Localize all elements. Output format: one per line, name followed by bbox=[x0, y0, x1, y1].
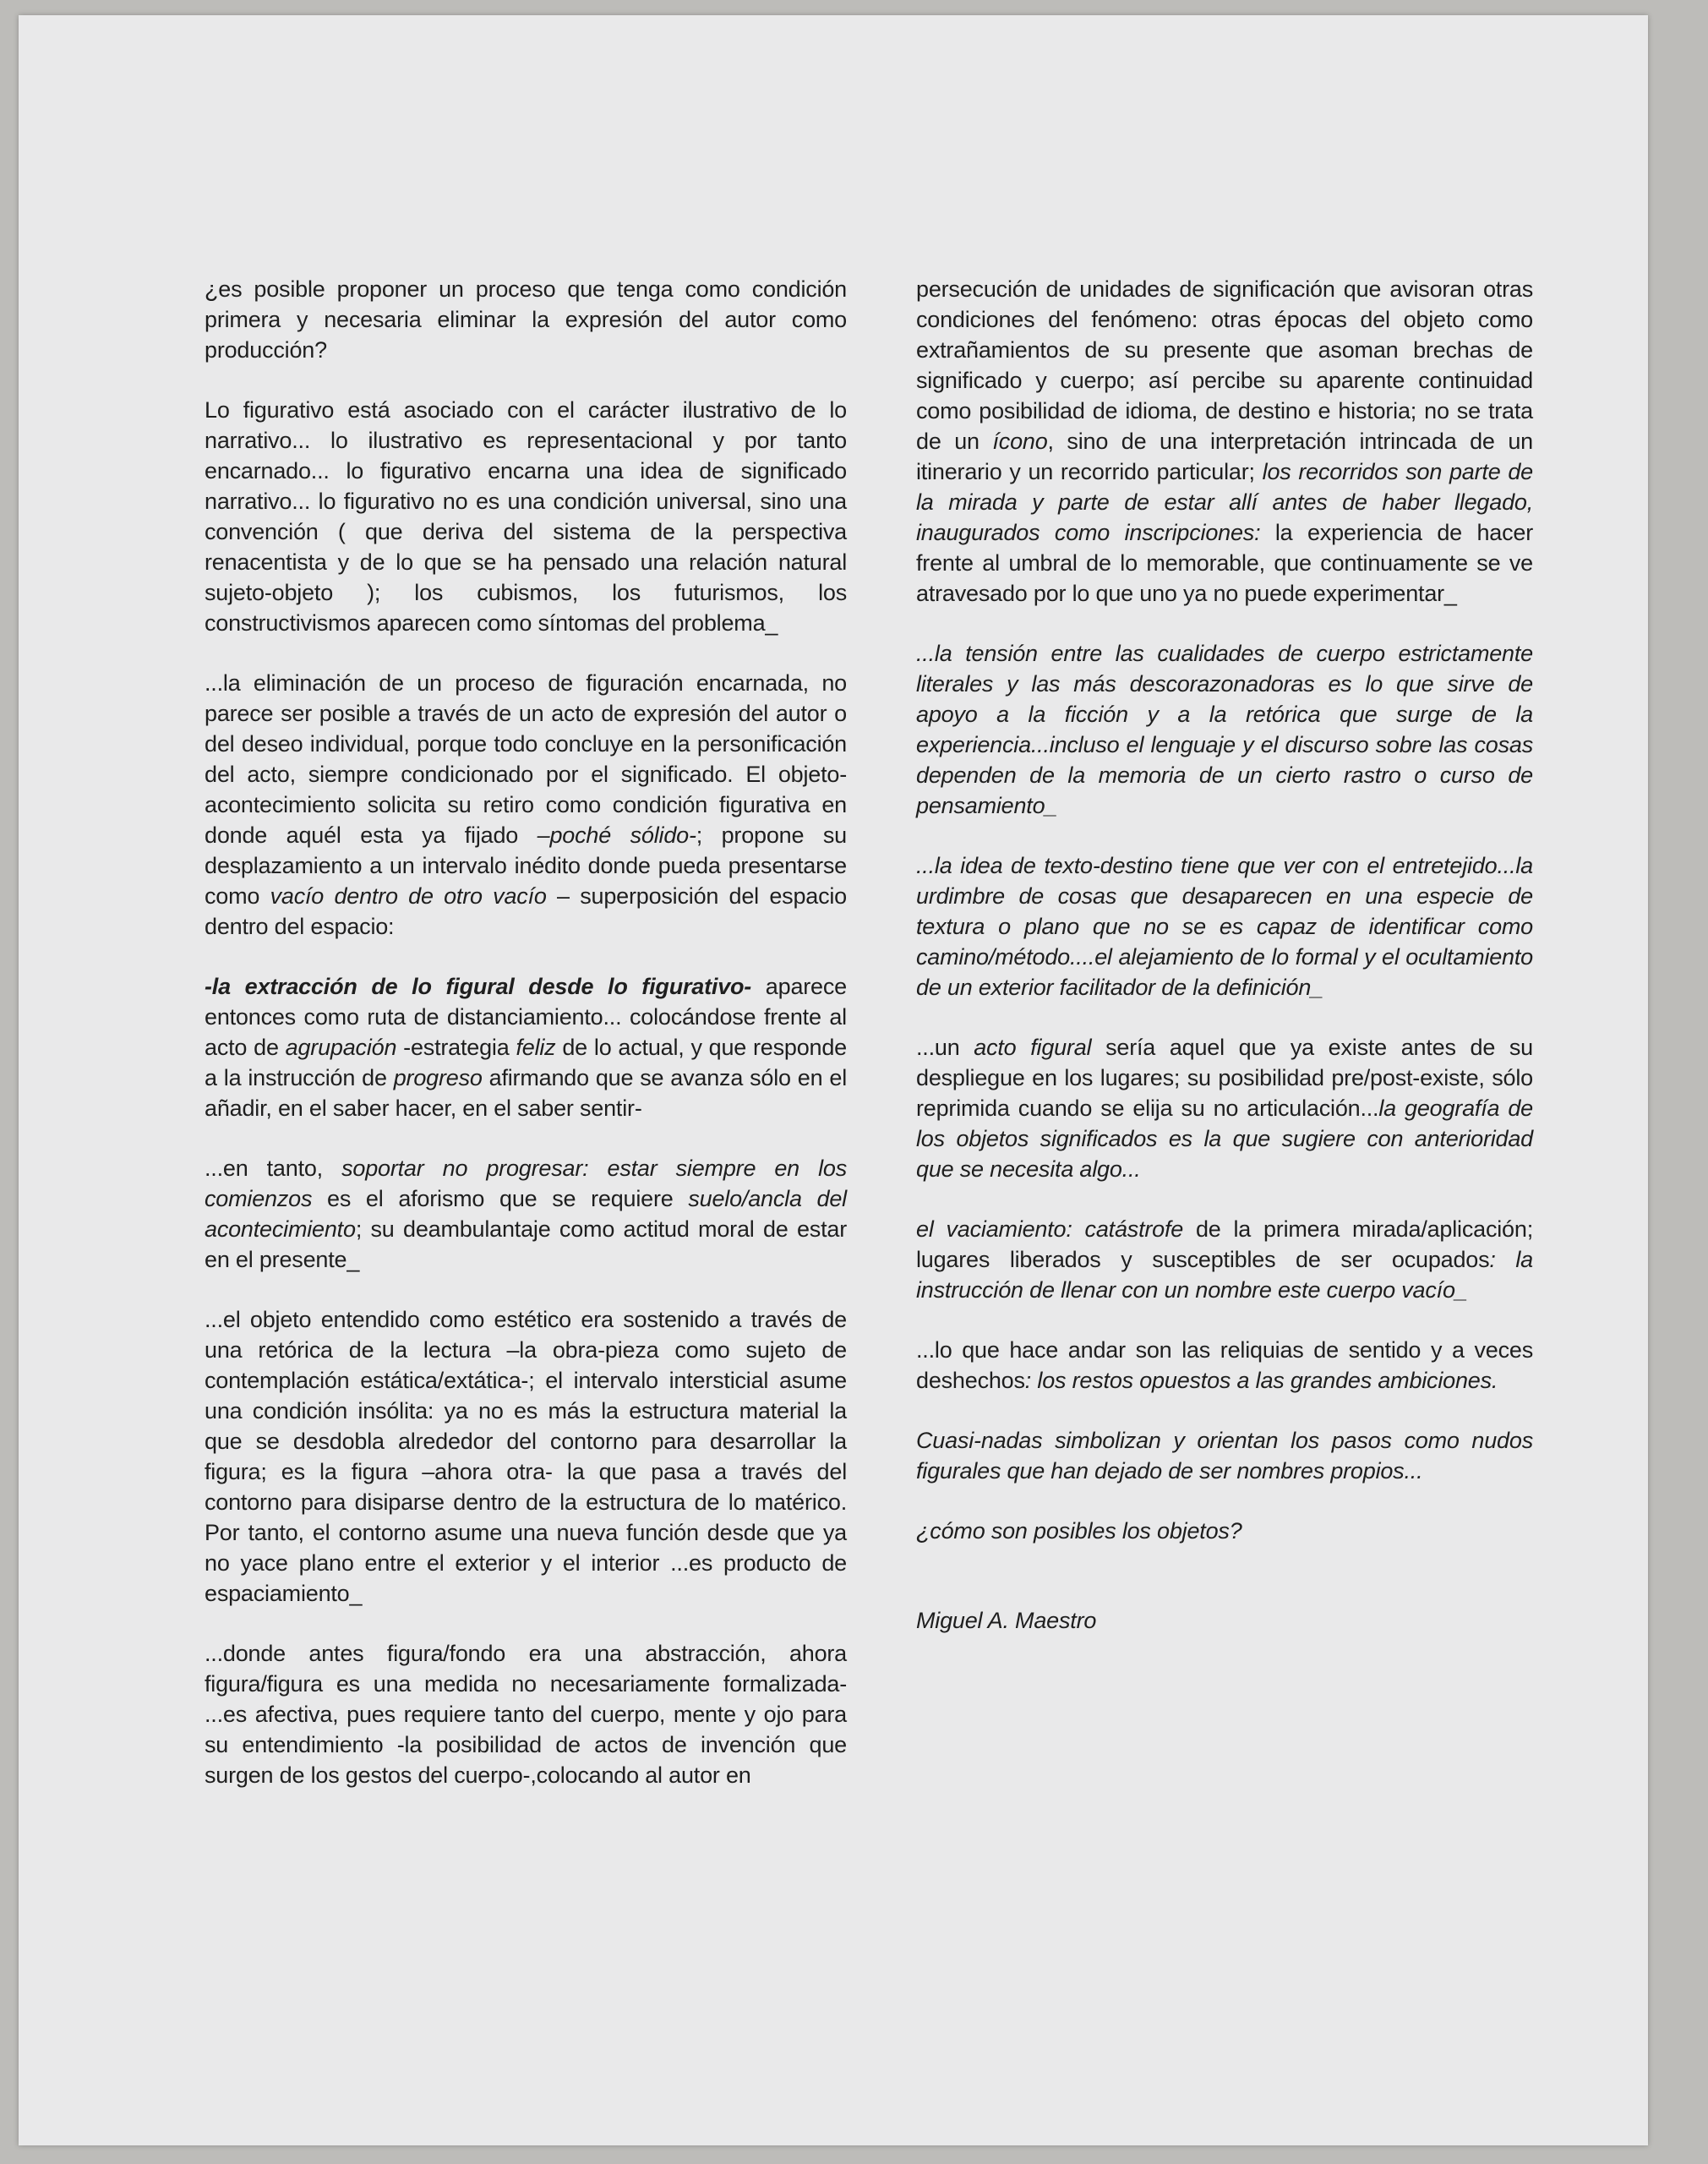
text-run: de la primera mirada/aplicación; lugares liberados y susceptibles de ser ocupados bbox=[916, 1216, 1533, 1272]
paper-sheet bbox=[19, 15, 1648, 2145]
paragraph bbox=[205, 971, 847, 1123]
paragraph bbox=[205, 1638, 847, 1790]
paragraph bbox=[916, 1516, 1533, 1546]
paragraph bbox=[916, 1032, 1533, 1184]
right-text-column bbox=[916, 274, 1533, 1665]
text-run: ícono bbox=[992, 429, 1048, 454]
text-run: suelo/ancla del acontecimiento bbox=[205, 1186, 847, 1242]
text-run: ...el objeto entendido como estético era sostenido a través de una retórica de la lectura –la obra-pieza como sujeto de contemplación estática/extática-; el intervalo intersticial asume una condición insólita: ya no es más la estructura material la que se desdobla alrededor del contorno para desarrollar la figura; es la figura –ahora otra- la que pasa a través del contorno para disiparse dentro de la estructura de lo matérico. Por tanto, el contorno asume una nueva función desde que ya no yace plano entre el exterior y el interior ...es producto de espaciamiento_ bbox=[205, 1307, 847, 1606]
text-run: ...la idea de texto-destino tiene que ver con el entretejido...la urdimbre de cosas que desaparecen en una especie de textura o plano que no se es capaz de identificar como camino/método....el alejamiento de lo formal y el ocultamiento de un exterior facilitador de la definición_ bbox=[916, 853, 1533, 1000]
text-run: -estrategia bbox=[396, 1035, 516, 1060]
text-run: ¿cómo son posibles los objetos? bbox=[916, 1518, 1242, 1544]
text-run: sería aquel que ya existe antes de su despliegue en los lugares; su posibilidad pre/post-existe, sólo reprimida cuando se elija su no articulación... bbox=[916, 1035, 1533, 1121]
text-run: la geografía de los objetos significados es la que sugiere con anterioridad que se necesita algo... bbox=[916, 1096, 1533, 1182]
text-run: de lo actual, y que responde a la instrucción de bbox=[205, 1035, 847, 1090]
text-run: vacío dentro de otro vacío bbox=[270, 883, 547, 909]
text-run: ; propone su desplazamiento a un intervalo inédito donde pueda presentarse como bbox=[205, 822, 847, 909]
text-run: : la instrucción de llenar con un nombre este cuerpo vacío_ bbox=[916, 1247, 1534, 1303]
paragraph bbox=[916, 274, 1533, 609]
text-run: los recorridos son parte de la mirada y parte de estar allí antes de haber llegado, inaugurados como inscripciones: bbox=[916, 459, 1533, 545]
text-run: ...un bbox=[916, 1035, 974, 1060]
paragraph bbox=[916, 1214, 1533, 1305]
text-run: , sino de una interpretación intrincada de un itinerario y un recorrido particular; bbox=[916, 429, 1533, 484]
text-run: ; su deambulantaje como actitud moral de estar en el presente_ bbox=[205, 1216, 847, 1272]
paragraph bbox=[205, 668, 847, 942]
paragraph bbox=[205, 1153, 847, 1275]
text-run: ¿es posible proponer un proceso que tenga como condición primera y necesaria eliminar la expresión del autor como producción? bbox=[205, 276, 847, 363]
text-run: agrupación bbox=[285, 1035, 397, 1060]
paragraph bbox=[205, 1304, 847, 1609]
text-run: -la extracción de lo figural desde lo figurativo- bbox=[205, 974, 752, 999]
paragraph bbox=[916, 1425, 1533, 1486]
left-text-column bbox=[205, 274, 847, 1820]
text-run: Lo figurativo está asociado con el carácter ilustrativo de lo narrativo... lo ilustrativo es representacional y por tanto encarnado... lo figurativo encarna una idea de significado narrativo... lo figurativo no es una condición universal, sino una convención ( que deriva del sistema de la perspectiva renacentista y de lo que se ha pensado una relación natural sujeto-objeto ); los cubismos, los futurismos, los constructivismos aparecen como síntomas del problema_ bbox=[205, 397, 847, 636]
paragraph bbox=[916, 638, 1533, 821]
paragraph bbox=[916, 1335, 1533, 1396]
right-paragraphs bbox=[916, 274, 1533, 1546]
text-run: afirmando que se avanza sólo en el añadir, en el saber hacer, en el saber sentir- bbox=[205, 1065, 848, 1121]
text-run: – superposición del espacio dentro del espacio: bbox=[205, 883, 847, 939]
text-run: el vaciamiento: catástrofe bbox=[916, 1216, 1184, 1242]
text-run: acto figural bbox=[974, 1035, 1092, 1060]
text-run: soportar no progresar: estar siempre en los comienzos bbox=[205, 1156, 847, 1211]
text-run: es el aforismo que se requiere bbox=[312, 1186, 689, 1211]
text-run: feliz bbox=[516, 1035, 556, 1060]
text-run: persecución de unidades de significación que avisoran otras condiciones del fenómeno: otras épocas del objeto como extrañamientos de su presente que asoman brechas de significado y cuerpo; así percibe su aparente continuidad como posibilidad de idioma, de destino e historia; no se trata de un bbox=[916, 276, 1533, 454]
text-run: aparece entonces como ruta de distanciamiento... colocándose frente al acto de bbox=[205, 974, 847, 1060]
text-run: ...en tanto, bbox=[205, 1156, 342, 1181]
text-run: ...la tensión entre las cualidades de cuerpo estrictamente literales y las más descorazonadoras es lo que sirve de apoyo a la ficción y a la retórica que surge de la experiencia...incluso el lenguaje y el discurso sobre las cosas dependen de la memoria de un cierto rastro o curso de pensamiento_ bbox=[916, 641, 1533, 818]
paragraph bbox=[916, 850, 1533, 1003]
paragraph bbox=[205, 274, 847, 365]
text-run: –poché sólido- bbox=[537, 822, 696, 848]
text-run: : los restos opuestos a las grandes ambiciones. bbox=[1024, 1368, 1498, 1393]
text-run: ...la eliminación de un proceso de figuración encarnada, no parece ser posible a través de un acto de expresión del autor o del deseo individual, porque todo concluye en la personificación del acto, siempre condicionado por el significado. El objeto-acontecimiento solicita su retiro como condición figurativa en donde aquél esta ya fijado bbox=[205, 670, 847, 848]
paragraph bbox=[205, 395, 847, 638]
text-run: ...donde antes figura/fondo era una abstracción, ahora figura/figura es una medida no necesariamente formalizada- ...es afectiva, pues requiere tanto del cuerpo, mente y ojo para su entendimiento -la posibilidad de actos de invención que surgen de los gestos del cuerpo-,colocando al autor en bbox=[205, 1641, 847, 1788]
text-run: ...lo que hace andar son las reliquias de sentido y a veces deshechos bbox=[916, 1337, 1533, 1393]
text-run: progreso bbox=[393, 1065, 483, 1090]
text-run: la experiencia de hacer frente al umbral de lo memorable, que continuamente se ve atravesado por lo que uno ya no puede experimentar_ bbox=[916, 520, 1533, 606]
author-signature: Miguel A. Maestro bbox=[916, 1608, 1097, 1633]
text-run: Cuasi-nadas simbolizan y orientan los pasos como nudos figurales que han dejado de ser nombres propios... bbox=[916, 1428, 1533, 1484]
